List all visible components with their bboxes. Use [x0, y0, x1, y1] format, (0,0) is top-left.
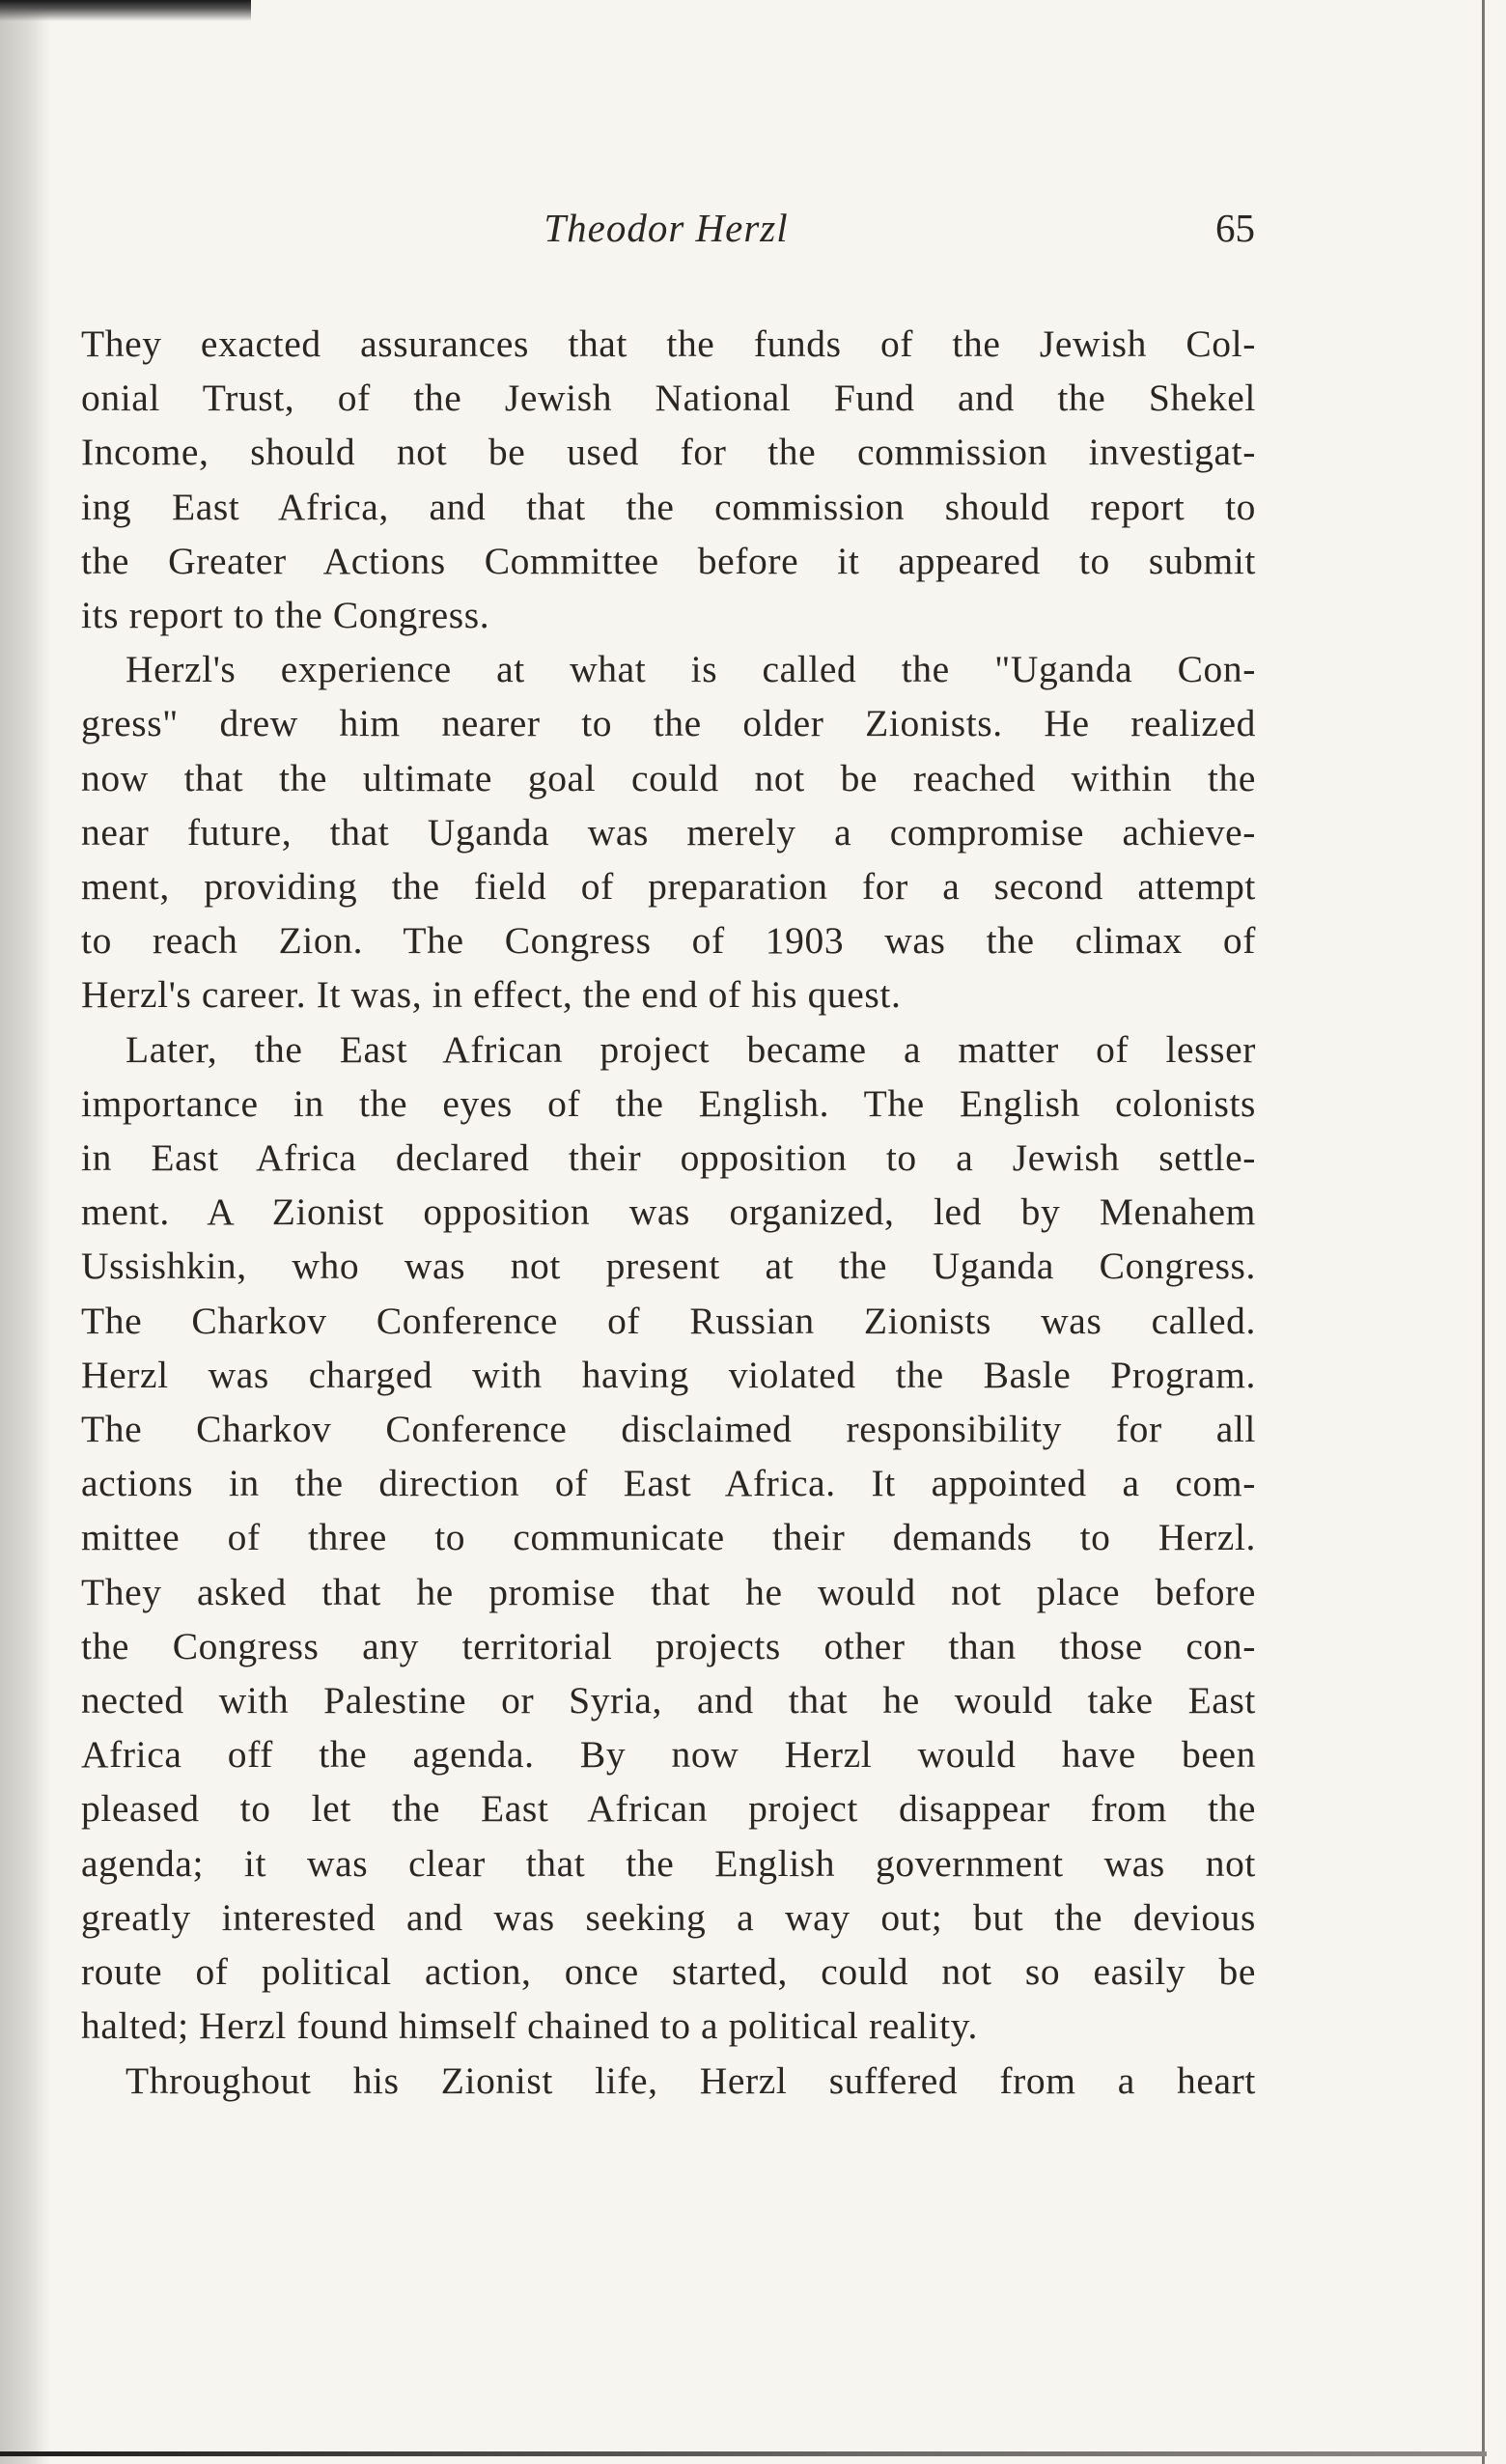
text-line: ment. A Zionist opposition was organized, led by Menahem	[81, 1190, 1256, 1234]
text-line: Herzl's career. It was, in effect, the end of his quest.	[81, 973, 902, 1017]
text-line: Africa off the agenda. By now Herzl would have been	[81, 1733, 1256, 1777]
text-line: to reach Zion. The Congress of 1903 was the climax of	[81, 919, 1256, 963]
body-text	[81, 317, 1256, 2108]
text-line: its report to the Congress.	[81, 594, 490, 637]
text-line: greatly interested and was seeking a way out; but the devious	[81, 1895, 1256, 1939]
text-line: Income, should not be used for the commission investigat-	[81, 431, 1256, 474]
text-line: Herzl's experience at what is called the "Uganda Con-	[126, 648, 1256, 691]
scan-bottom-edge	[0, 2451, 1487, 2456]
text-line: Ussishkin, who was not present at the Uganda Congress.	[81, 1245, 1256, 1288]
text-line: Throughout his Zionist life, Herzl suffered from a heart	[126, 2058, 1256, 2102]
paragraph	[81, 642, 1256, 1022]
text-line: importance in the eyes of the English. The English colonists	[81, 1081, 1256, 1125]
text-line: pleased to let the East African project disappear from the	[81, 1787, 1256, 1831]
scan-left-shadow	[0, 0, 50, 2464]
text-line: Herzl was charged with having violated the Basle Program.	[81, 1353, 1256, 1396]
paragraph	[81, 317, 1256, 642]
running-title: Theodor Herzl	[544, 206, 789, 250]
scan-top-shadow	[0, 0, 251, 21]
text-line: in East Africa declared their opposition to a Jewish settle-	[81, 1136, 1256, 1180]
text-line: near future, that Uganda was merely a compromise achieve-	[81, 810, 1256, 854]
text-line: ment, providing the field of preparation for a second attempt	[81, 865, 1256, 909]
text-line: mittee of three to communicate their demands to Herzl.	[81, 1516, 1256, 1559]
text-line: the Congress any territorial projects other than those con-	[81, 1624, 1256, 1667]
text-line: ing East Africa, and that the commission should report to	[81, 485, 1256, 528]
page-header	[77, 205, 1255, 263]
text-line: Later, the East African project became a matter of lesser	[126, 1027, 1256, 1071]
text-line: agenda; it was clear that the English government was not	[81, 1841, 1256, 1885]
text-line: now that the ultimate goal could not be reached within the	[81, 756, 1256, 799]
text-line: They asked that he promise that he would not place before	[81, 1570, 1256, 1613]
paragraph	[81, 2054, 1256, 2108]
text-line: gress" drew him nearer to the older Zionists. He realized	[81, 702, 1256, 745]
text-line: actions in the direction of East Africa. It appointed a com-	[81, 1462, 1256, 1505]
text-line: onial Trust, of the Jewish National Fund and the Shekel	[81, 377, 1256, 420]
text-line: The Charkov Conference of Russian Zionists was called.	[81, 1299, 1256, 1342]
text-line: halted; Herzl found himself chained to a political reality.	[81, 2004, 978, 2048]
page-number: 65	[1215, 206, 1255, 250]
scan-right-edge	[1482, 0, 1485, 2464]
text-line: nected with Palestine or Syria, and that he would take East	[81, 1679, 1256, 1722]
text-line: route of political action, once started, could not so easily be	[81, 1950, 1256, 1994]
text-line: the Greater Actions Committee before it appeared to submit	[81, 539, 1256, 582]
text-line: The Charkov Conference disclaimed responsibility for all	[81, 1408, 1256, 1451]
text-line: They exacted assurances that the funds of the Jewish Col-	[81, 322, 1256, 365]
paragraph	[81, 1022, 1256, 2054]
